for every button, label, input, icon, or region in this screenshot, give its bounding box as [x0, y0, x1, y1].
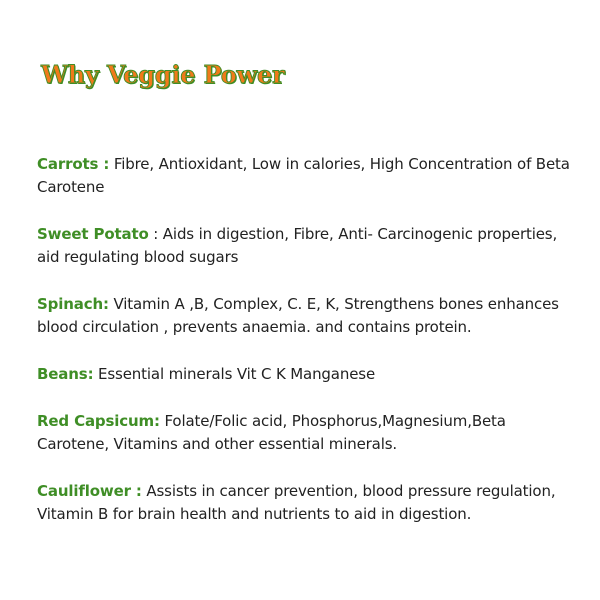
- page-title: Why Veggie Power: [41, 60, 285, 89]
- veggie-name: Cauliflower :: [37, 482, 142, 500]
- veggie-item-red-capsicum: [37, 410, 582, 456]
- veggie-description: Vitamin A ,B, Complex, C. E, K, Strengthens bones enhances blood circulation , prevents anaemia. and contains protein.: [37, 295, 559, 336]
- veggie-description: : Aids in digestion, Fibre, Anti- Carcinogenic properties, aid regulating blood sugars: [37, 225, 558, 266]
- veggie-item-beans: [37, 363, 582, 386]
- veggie-list: [37, 153, 582, 550]
- veggie-name: Sweet Potato: [37, 225, 149, 243]
- veggie-name: Beans:: [37, 365, 94, 383]
- veggie-item-sweet-potato: [37, 223, 582, 269]
- veggie-item-cauliflower: [37, 480, 582, 526]
- veggie-description: Essential minerals Vit C K Manganese: [93, 365, 376, 383]
- veggie-name: Carrots :: [37, 155, 110, 173]
- veggie-description: Fibre, Antioxidant, Low in calories, High Concentration of Beta Carotene: [37, 155, 570, 196]
- veggie-description: Assists in cancer prevention, blood pressure regulation, Vitamin B for brain health and nutrients to aid in digestion.: [37, 482, 556, 523]
- veggie-item-spinach: [37, 293, 582, 339]
- veggie-item-carrots: [37, 153, 582, 199]
- veggie-name: Spinach:: [37, 295, 109, 313]
- veggie-name: Red Capsicum:: [37, 412, 160, 430]
- veggie-description: Folate/Folic acid, Phosphorus,Magnesium,Beta Carotene, Vitamins and other essential minerals.: [37, 412, 506, 453]
